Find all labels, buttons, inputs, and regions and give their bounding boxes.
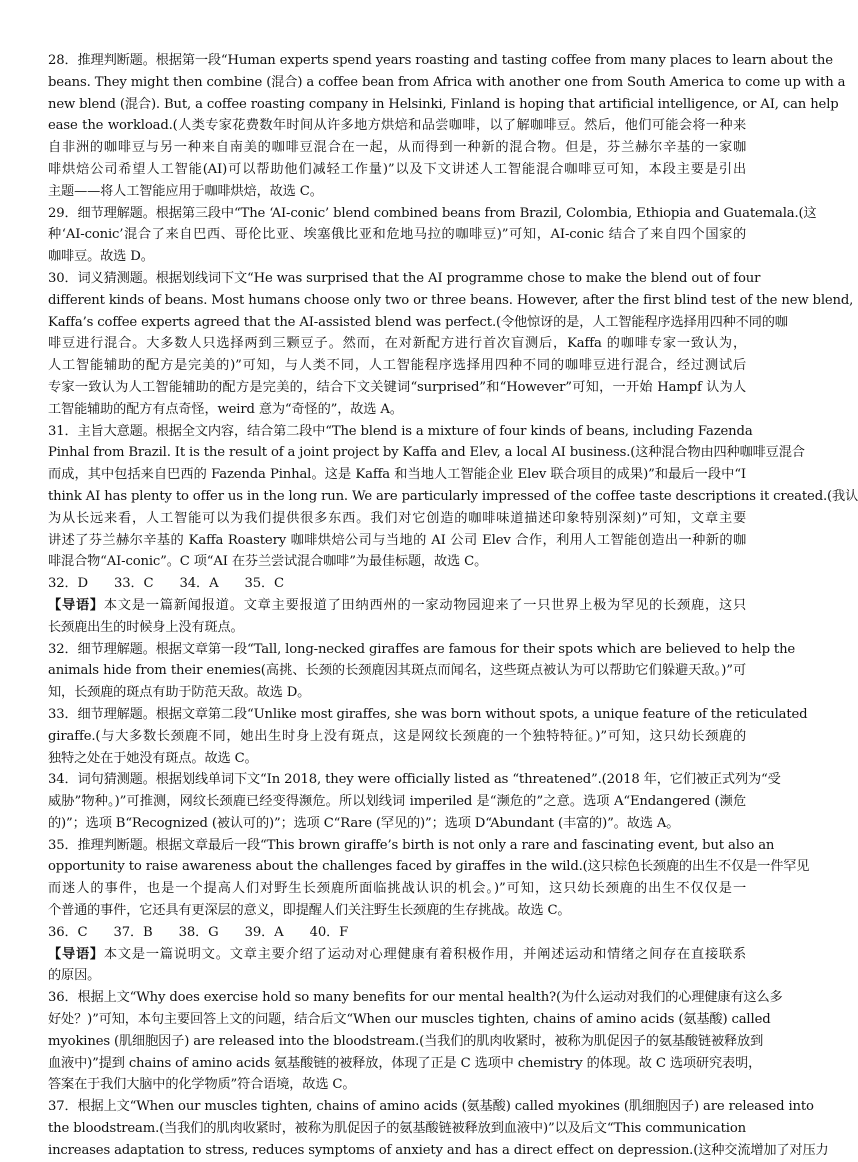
text-line: giraffe.(与大多数长颈鹿不同，她出生时身上没有斑点，这是网纹长颈鹿的一个独特特征。)”可知，这只幼长颈鹿的 <box>48 728 746 744</box>
text-line: 答案在于我们大脑中的化学物质”符合语境，故选 C。 <box>48 1077 356 1093</box>
text-line: 的原因。 <box>48 968 101 984</box>
text-line: 血液中)”提到 chains of amino acids 氨基酸链的被释放，体现了正是 C 选项中 chemistry 的体现。故 C 选项研究表明， <box>48 1055 762 1071</box>
text-line: 长颈鹿出生的时候身上没有斑点。 <box>48 619 244 635</box>
text-line: 33．细节理解题。根据文章第二段“Unlike most giraffes, she was born without spots, a unique feature of the reticulated <box>48 706 808 722</box>
text-line: 工智能辅助的配方有点奇怪，weird 意为“奇怪的”，故选 A。 <box>48 401 403 417</box>
text-line: 37．根据上文“When our muscles tighten, chains of amino acids (氨基酸) called myokines (肌细胞因子) are released into <box>48 1099 814 1115</box>
text-line: 人工智能辅助的配方是完美的)”可知，与人类不同，人工智能程序选择用四种不同的咖啡豆进行混合，经过测试后 <box>48 358 746 374</box>
text-line: 专家一致认为人工智能辅助的配方是完美的，结合下文关键词“surprised”和“However”可知，一开始 Hampf 认为人 <box>48 379 746 395</box>
text-line: 种‘AI-conic’混合了来自巴西、哥伦比亚、埃塞俄比亚和危地马拉的咖啡豆)”可知，AI-conic 结合了来自四个国家的 <box>48 227 746 243</box>
text-line: 而成，其中包括来自巴西的 Fazenda Pinhal。这是 Kaffa 和当地人工智能企业 Elev 联合项目的成果)”和最后一段中“I <box>48 467 746 483</box>
text-line: increases adaptation to stress, reduces symptoms of anxiety and has a direct effect on depression.(这种交流增加了对压力 <box>48 1142 829 1158</box>
text-line: 个普通的事件，它还具有更深层的意义，即提醒人们关注野生长颈鹿的生存挑战。故选 C。 <box>48 903 571 919</box>
text-line: 啡豆进行混合。大多数人只选择两到三颗豆子。然而，在对新配方进行首次盲测后，Kaffa 的咖啡专家一致认为， <box>48 336 746 352</box>
text-line: 主题——将人工智能应用于咖啡烘焙，故选 C。 <box>48 183 323 199</box>
text-line: myokines (肌细胞因子) are released into the bloodstream.(当我们的肌肉收紧时，被称为肌促因子的氨基酸链被释放到 <box>48 1033 764 1049</box>
text-line: 28．推理判断题。根据第一段“Human experts spend years roasting and tasting coffee from many places to learn about the <box>48 53 833 68</box>
text-line: 咖啡豆。故选 D。 <box>48 249 154 265</box>
text-line: 好处？)”可知，本句主要回答上文的问题，结合后文“When our muscles tighten, chains of amino acids (氨基酸) called <box>48 1012 771 1028</box>
text-line: 自非洲的咖啡豆与另一种来自南美的咖啡豆混合在一起，从而得到一种新的混合物。但是，芬兰赫尔辛基的一家咖 <box>48 140 746 156</box>
text-line: Kaffa’s coffee experts agreed that the AI-assisted blend was perfect.(令他惊讶的是，人工智能程序选择用四种不同的咖 <box>48 314 788 330</box>
text-line: ease the workload.(人类专家花费数年时间从许多地方烘焙和品尝咖啡，以了解咖啡豆。然后，他们可能会将一种来 <box>48 118 746 134</box>
answer-key-line: 36．C 37．B 38．G 39．A 40．F <box>48 924 349 940</box>
text-line: 35．推理判断题。根据文章最后一段“This brown giraffe’s birth is not only a rare and fascinating event, but also an <box>48 837 775 853</box>
guide-label: 【导语】 <box>48 597 104 613</box>
guide-label: 【导语】 <box>48 946 104 962</box>
text-line: different kinds of beans. Most humans choose only two or three beans. However, after the first blind test of the new blend, <box>48 292 854 308</box>
text-line: 34．词句猜测题。根据划线单词下文“In 2018, they were officially listed as “threatened”.(2018 年，它们被正式列为“受 <box>48 772 781 788</box>
text-line: 为从长远来看，人工智能可以为我们提供很多东西。我们对它创造的咖啡味道描述印象特别深刻)”可知，文章主要 <box>48 510 746 526</box>
text-line: 30．词义猜测题。根据划线词下文“He was surprised that the AI programme chose to make the blend out of four <box>48 270 761 286</box>
text-line: 31．主旨大意题。根据全文内容，结合第二段中“The blend is a mixture of four kinds of beans, including Fazenda <box>48 423 753 439</box>
text-line: new blend (混合). But, a coffee roasting company in Helsinki, Finland is hoping that artificial intelligence, or AI, can help <box>48 96 839 112</box>
text-line: 啡混合物“AI-conic”。C 项“AI 在芬兰尝试混合咖啡”为最佳标题，故选 C。 <box>48 554 488 570</box>
guide-paragraph-line: 【导语】本文是一篇说明文。文章主要介绍了运动对心理健康有着积极作用，并阐述运动和情绪之间存在直接联系 <box>48 946 746 962</box>
text-line: Pinhal from Brazil. It is the result of a joint project by Kaffa and Elev, a local AI business.(这种混合物由四种咖啡豆混合 <box>48 445 805 461</box>
text-line: 29．细节理解题。根据第三段中“The ‘AI-conic’ blend combined beans from Brazil, Colombia, Ethiopia and Guatemala.(这 <box>48 205 817 221</box>
text-line: 独特之处在于她没有斑点。故选 C。 <box>48 750 258 766</box>
text-line: 威胁”物种。)”可推测，网纹长颈鹿已经变得濒危。所以划线词 imperiled 是“濒危的”之意。选项 A“Endangered (濒危 <box>48 794 746 810</box>
text-line: beans. They might then combine (混合) a coffee bean from Africa with another one from South America to come up with a <box>48 74 846 90</box>
text-line: 的)”；选项 B“Recognized (被认可的)”；选项 C“Rare (罕见的)”；选项 D“Abundant (丰富的)”。故选 A。 <box>48 815 680 831</box>
text-line: 啡烘焙公司希望人工智能(AI)可以帮助他们减轻工作量)”以及下文讲述人工智能混合咖啡豆可知，本段主要是引出 <box>48 161 746 177</box>
answer-key-line: 32．D 33．C 34．A 35．C <box>48 576 284 592</box>
text-line: 知，长颈鹿的斑点有助于防范天敌。故选 D。 <box>48 685 311 701</box>
text-line: 而迷人的事件，也是一个提高人们对野生长颈鹿所面临挑战认识的机会。)”可知，这只幼长颈鹿的出生不仅仅是一 <box>48 881 746 897</box>
text-line: think AI has plenty to offer us in the long run. We are particularly impressed of the coffee taste descriptions it created.(我认 <box>48 488 858 504</box>
text-line: 36．根据上文“Why does exercise hold so many benefits for our mental health?(为什么运动对我们的心理健康有这么多 <box>48 990 783 1006</box>
text-line: 32．细节理解题。根据文章第一段“Tall, long-necked giraffes are famous for their spots which are believed to help the <box>48 641 796 657</box>
guide-paragraph-line: 【导语】本文是一篇新闻报道。文章主要报道了田纳西州的一家动物园迎来了一只世界上极为罕见的长颈鹿，这只 <box>48 597 746 613</box>
text-line: opportunity to raise awareness about the challenges faced by giraffes in the wild.(这只棕色长颈鹿的出生不仅是一件罕见 <box>48 859 810 875</box>
text-line: 讲述了芬兰赫尔辛基的 Kaffa Roastery 咖啡烘焙公司与当地的 AI 公司 Elev 合作，利用人工智能创造出一种新的咖 <box>48 532 746 548</box>
text-line: the bloodstream.(当我们的肌肉收紧时，被称为肌促因子的氨基酸链被释放到血液中)”以及后文“This communication <box>48 1121 746 1137</box>
text-line: animals hide from their enemies(高挑、长颈的长颈鹿因其斑点而闻名，这些斑点被认为可以帮助它们躲避天敌。)”可 <box>48 663 746 679</box>
